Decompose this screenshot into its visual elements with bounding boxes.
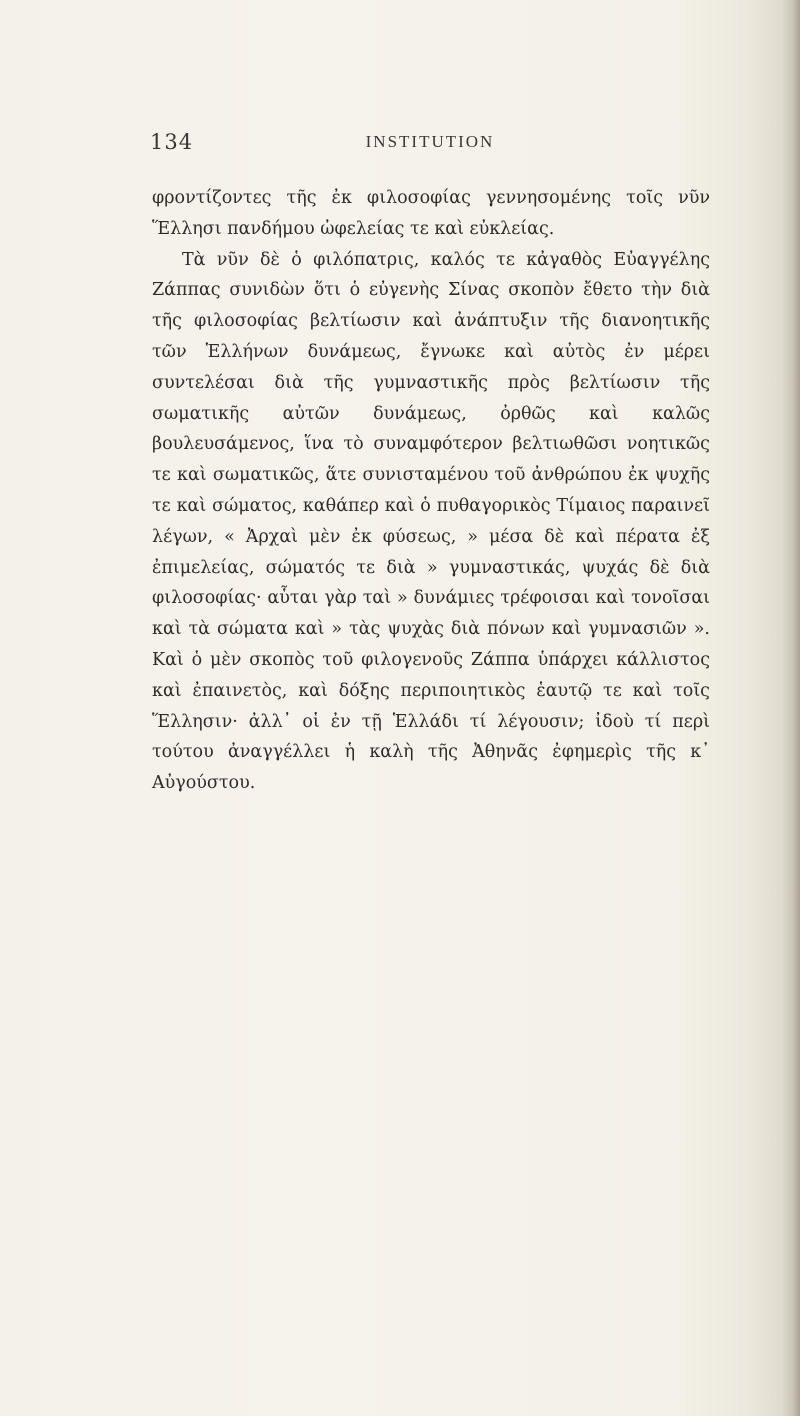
page-header [150,130,710,170]
body-text [152,183,710,799]
paragraph-continuation: φροντίζοντες τῆς ἐκ φιλοσοφίας γεννησομένης τοῖς νῦν Ἕλλησι πανδήμου ὠφελείας τε καὶ εὐκλείας. [152,188,710,239]
page-number: 134 [150,130,194,154]
page-edge-shadow [782,0,800,1416]
paragraph-zappas: Τὰ νῦν δὲ ὁ φιλόπατρις, καλός τε κἀγαθὸς Εὐαγγέλης Ζάππας συνιδὼν ὅτι ὁ εὐγενὴς Σίνας σκοπὸν ἔθετο τὴν διὰ τῆς φιλοσοφίας βελτίωσιν καὶ ἀνάπτυξιν τῆς διανοητικῆς τῶν Ἑλλήνων δυνάμεως, ἔγνωκε καὶ αὐτὸς ἐν μέρει συντελέσαι διὰ τῆς γυμναστικῆς πρὸς βελτίωσιν τῆς σωματικῆς αὐτῶν δυνάμεως, ὀρθῶς καὶ καλῶς βουλευσάμενος, ἵνα τὸ συναμφότερον βελτιωθῶσι νοητικῶς τε καὶ σωματικῶς, ἅτε συνισταμένου τοῦ ἀνθρώπου ἐκ ψυχῆς τε καὶ σώματος, καθάπερ καὶ ὁ πυθαγορικὸς Τίμαιος παραινεῖ λέγων, « Ἀρχαὶ μὲν ἐκ φύσεως, » μέσα δὲ καὶ πέρατα ἐξ ἐπιμελείας, σώματός τε διὰ » γυμναστικάς, ψυχάς δὲ διὰ φιλοσοφίας· αὗται γὰρ ταὶ » δυνάμιες τρέφοισαι καὶ τονοῖσαι καὶ τὰ σώματα καὶ » τὰς ψυχὰς διὰ πόνων καὶ γυμνασιῶν ». Καὶ ὁ μὲν σκοπὸς τοῦ φιλογενοῦς Ζάππα ὑπάρχει κάλλιστος καὶ ἐπαινετὸς, καὶ δόξης περιποιητικὸς ἑαυτῷ τε καὶ τοῖς Ἕλλησιν· ἀλλ᾽ οἱ ἐν τῇ Ἑλλάδι τί λέγουσιν; ἰδοὺ τί περὶ τούτου ἀναγγέλλει ἡ καλὴ τῆς Ἀθηνᾶς ἐφημερὶς τῆς κ᾽ Αὐγούστου. [152,249,710,794]
running-head: INSTITUTION [365,132,495,151]
